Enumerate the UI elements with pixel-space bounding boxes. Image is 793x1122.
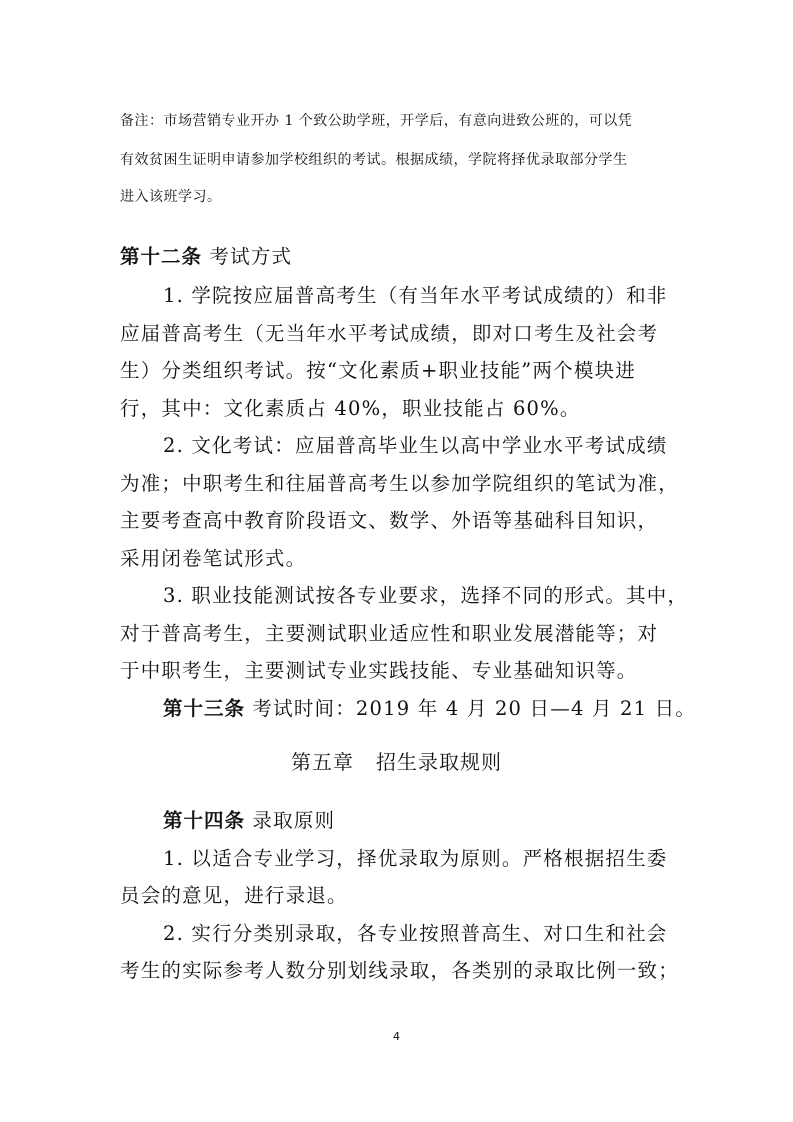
article-12-title: 考试方式 xyxy=(202,245,293,268)
article-13-text: 考试时间：2019 年 4 月 20 日—4 月 21 日。 xyxy=(245,697,697,720)
paragraph-line: 对于普高考生，主要测试职业适应性和职业发展潜能等；对 xyxy=(120,622,659,645)
note-line: 进入该班学习。 xyxy=(120,189,222,205)
paragraph-line: 应届普高考生（无当年水平考试成绩，即对口考生及社会考 xyxy=(120,322,659,345)
paragraph-line: 主要考查高中教育阶段语文、数学、外语等基础科目知识， xyxy=(120,509,659,532)
paragraph-line: 于中职考生，主要测试专业实践技能、专业基础知识等。 xyxy=(120,659,638,682)
paragraph-line: 1. 以适合专业学习，择优录取为原则。严格根据招生委 xyxy=(163,847,668,870)
note-line: 有效贫困生证明申请参加学校组织的考试。根据成绩，学院将择优录取部分学生 xyxy=(120,152,628,168)
paragraph-line: 考生的实际参考人数分别划线录取，各类别的录取比例一致； xyxy=(120,959,679,982)
paragraph-line: 2. 文化考试：应届普高毕业生以高中学业水平考试成绩 xyxy=(163,434,668,457)
article-12-heading: 第十二条 xyxy=(120,245,203,268)
page-number: 4 xyxy=(393,1030,400,1043)
paragraph-line: 行，其中：文化素质占 40%，职业技能占 60%。 xyxy=(120,397,581,420)
paragraph-line: 员会的意见，进行录退。 xyxy=(120,884,348,907)
paragraph-line: 3. 职业技能测试按各专业要求，选择不同的形式。其中， xyxy=(163,584,689,607)
note-line: 备注：市场营销专业开办 1 个致公助学班，开学后，有意向进致公班的，可以凭 xyxy=(120,113,633,129)
article-14-title: 录取原则 xyxy=(245,809,336,832)
chapter-heading xyxy=(0,746,793,775)
paragraph-line: 1. 学院按应届普高考生（有当年水平考试成绩的）和非 xyxy=(163,284,668,307)
paragraph-line: 采用闭卷笔试形式。 xyxy=(120,547,307,570)
article-12-heading-line xyxy=(120,241,292,269)
article-13-line xyxy=(163,693,696,721)
paragraph-line: 生）分类组织考试。按“文化素质+职业技能”两个模块进 xyxy=(120,359,636,382)
chapter-number: 第五章 xyxy=(291,750,354,774)
paragraph-line: 2. 实行分类别录取，各专业按照普高生、对口生和社会 xyxy=(163,922,668,945)
article-14-heading-line xyxy=(163,805,335,833)
chapter-title: 招生录取规则 xyxy=(376,750,502,774)
article-14-heading: 第十四条 xyxy=(163,809,246,832)
article-13-heading: 第十三条 xyxy=(163,697,246,720)
paragraph-line: 为准；中职考生和往届普高考生以参加学院组织的笔试为准， xyxy=(120,472,679,495)
